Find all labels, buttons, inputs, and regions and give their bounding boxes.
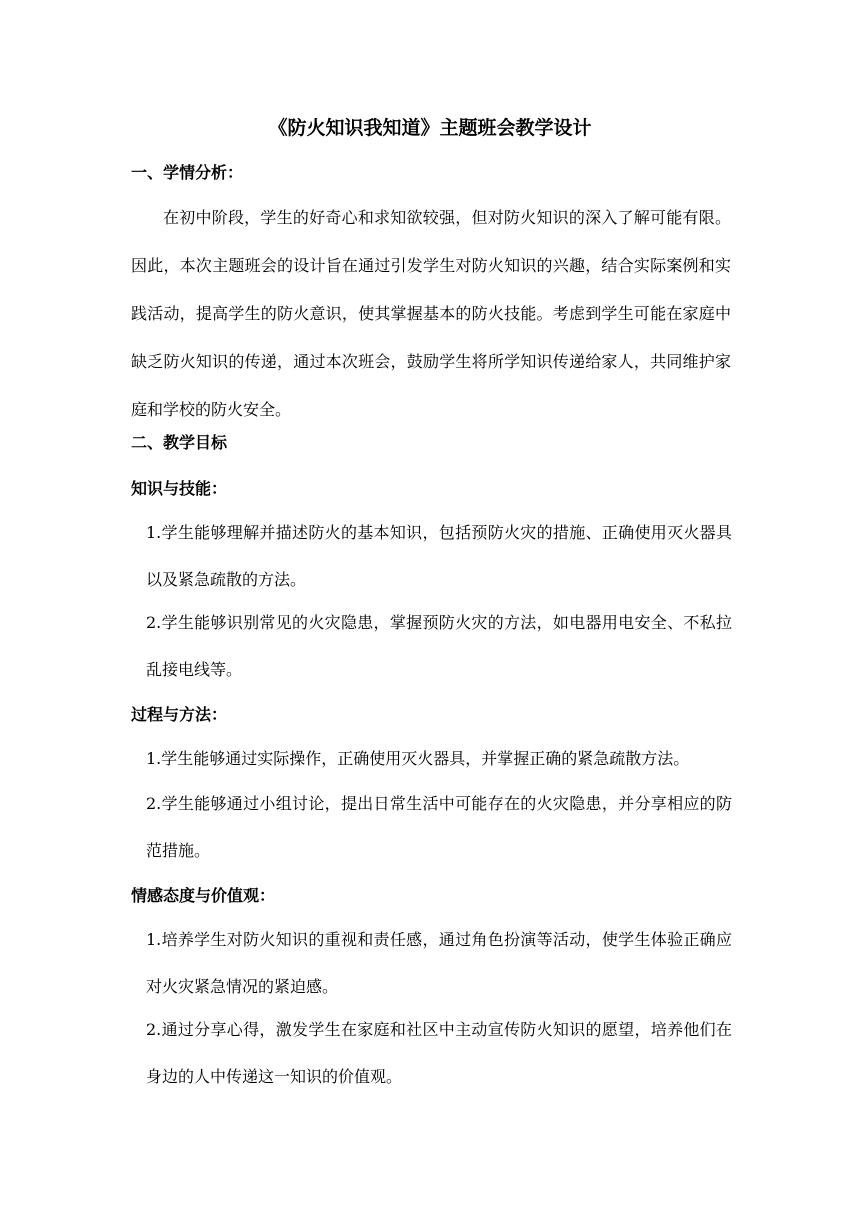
knowledge-item-1: 1.学生能够理解并描述防火的基本知识，包括预防火灾的措施、正确使用灭火器具以及紧急疏散的方法。 [146,523,732,589]
attitude-item-1: 1.培养学生对防火知识的重视和责任感，通过角色扮演等活动，使学生体验正确应对火灾紧急情况的紧迫感。 [146,930,732,996]
knowledge-item-2: 2.学生能够识别常见的火灾隐患，掌握预防火灾的方法，如电器用电安全、不私拉乱接电线等。 [146,613,732,679]
process-item-2: 2.学生能够通过小组讨论，提出日常生活中可能存在的火灾隐患，并分享相应的防范措施。 [146,794,732,860]
document-title: 《防火知识我知道》主题班会教学设计 [268,117,592,139]
subheading-process-methods: 过程与方法： [131,705,228,724]
subheading-attitude-values: 情感态度与价值观： [131,886,276,905]
section-heading-objectives: 二、教学目标 [131,433,228,452]
section-heading-analysis: 一、学情分析： [131,163,244,182]
analysis-paragraph: 在初中阶段，学生的好奇心和求知欲较强，但对防火知识的深入了解可能有限。因此，本次主题班会的设计旨在通过引发学生对防火知识的兴趣，结合实际案例和实践活动，提高学生的防火意识，使其掌握基本的防火技能。考虑到学生可能在家庭中缺乏防火知识的传递，通过本次班会，鼓励学生将所学知识传递给家人，共同维护家庭和学校的防火安全。 [131,208,731,419]
process-item-1: 1.学生能够通过实际操作，正确使用灭火器具，并掌握正确的紧急疏散方法。 [146,749,690,768]
attitude-item-2: 2.通过分享心得，激发学生在家庭和社区中主动宣传防火知识的愿望，培养他们在身边的人中传递这一知识的价值观。 [146,1020,732,1086]
subheading-knowledge-skills: 知识与技能： [131,479,228,498]
